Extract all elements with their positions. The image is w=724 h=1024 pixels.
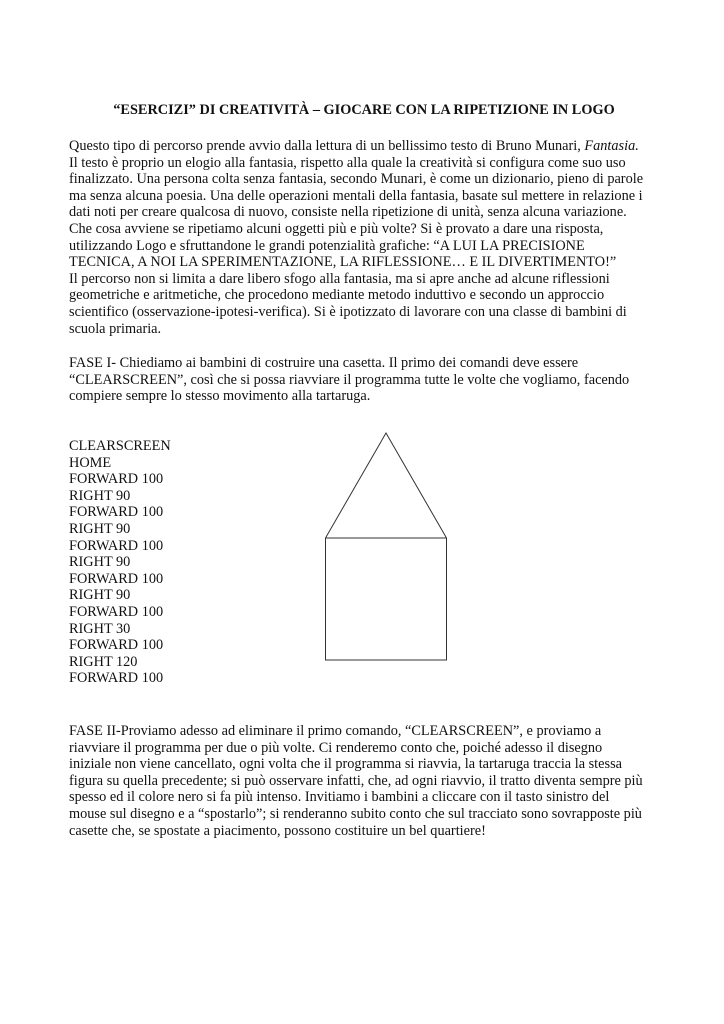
code-line: RIGHT 120 (69, 653, 138, 670)
intro-line: ma senza alcuna poesia. Una delle operazioni mentali della fantasia, basate sul mettere in relazione i (69, 187, 643, 204)
fase1-line: “CLEARSCREEN”, così che si possa riavviare il programma tutte le volte che vogliamo, facendo (69, 371, 630, 388)
code-line: FORWARD 100 (69, 670, 164, 687)
code-line: RIGHT 90 (69, 520, 131, 537)
intro-line: scuola primaria. (69, 320, 162, 337)
book-title-italic: Fantasia. (584, 138, 639, 154)
code-line: RIGHT 30 (69, 620, 131, 637)
intro-line: Il percorso non si limita a dare libero sfogo alla fantasia, ma si apre anche ad alcune riflessioni (69, 270, 610, 287)
code-line: FORWARD 100 (69, 637, 164, 654)
code-line: FORWARD 100 (69, 504, 164, 521)
fase2-line: iniziale non viene cancellato, ogni volta che il programma si riavvia, la tartaruga traccia la stessa (69, 756, 622, 773)
code-line: RIGHT 90 (69, 587, 131, 604)
house-outline (326, 433, 447, 660)
intro-paragraph (69, 138, 659, 337)
code-line: RIGHT 90 (69, 554, 131, 571)
fase2-line: riavviare il programma per due o più volte. Ci renderemo conto che, poiché adesso il disegno (69, 739, 603, 756)
code-line: FORWARD 100 (69, 471, 164, 488)
fase1-paragraph (69, 355, 659, 405)
fase1-line: compiere sempre lo stesso movimento alla tartaruga. (69, 388, 371, 405)
code-line: FORWARD 100 (69, 570, 164, 587)
intro-line: finalizzato. Una persona colta senza fantasia, secondo Munari, è come un dizionario, pieno di parole (69, 171, 644, 188)
intro-line (69, 138, 659, 155)
house-drawing-icon (323, 431, 449, 663)
document-title: “ESERCIZI” DI CREATIVITÀ – GIOCARE CON LA RIPETIZIONE IN LOGO (113, 102, 615, 118)
intro-line: geometriche e aritmetiche, che procedono mediante metodo induttivo e secondo un approccio (69, 287, 605, 304)
code-line: RIGHT 90 (69, 487, 131, 504)
intro-line: TECNICA, A NOI LA SPERIMENTAZIONE, LA RIFLESSIONE… E IL DIVERTIMENTO!” (69, 254, 617, 271)
fase2-line: figura su quella precedente; si può osservare infatti, che, ad ogni riavvio, il tratto diventa sempre più (69, 772, 643, 789)
fase2-line: FASE II-Proviamo adesso ad eliminare il primo comando, “CLEARSCREEN”, e proviamo a (69, 723, 602, 739)
intro-line-text: Questo tipo di percorso prende avvio dalla lettura di un bellissimo testo di Bruno Munari, (69, 138, 585, 154)
fase2-line: spesso ed il colore nero si fa più intenso. Invitiamo i bambini a cliccare con il tasto sinistro del (69, 789, 610, 806)
intro-line: dati noti per creare qualcosa di nuovo, consiste nella ripetizione di unità, senza alcuna variazione. (69, 204, 627, 221)
fase2-paragraph (69, 723, 659, 839)
code-line: CLEARSCREEN (69, 438, 171, 454)
house-square (326, 538, 447, 660)
fase2-line: mouse sul disegno e a “spostarlo”; si renderanno subito conto che sul tracciato sono sovrapposte più (69, 805, 642, 822)
intro-line: scientifico (osservazione-ipotesi-verifica). Si è ipotizzato di lavorare con una classe di bambini di (69, 303, 627, 320)
intro-line: utilizzando Logo e sfruttandone le grandi potenzialità grafiche: “A LUI LA PRECISIONE (69, 237, 585, 254)
code-line: HOME (69, 454, 112, 471)
house-roof (326, 433, 447, 538)
fase2-line: casette che, se spostate a piacimento, possono costituire un bel quartiere! (69, 822, 486, 839)
intro-line: Che cosa avviene se ripetiamo alcuni oggetti più e più volte? Si è provato a dare una risposta, (69, 220, 604, 237)
intro-line: Il testo è proprio un elogio alla fantasia, rispetto alla quale la creatività si configura come suo uso (69, 154, 626, 171)
fase1-line: FASE I- Chiediamo ai bambini di costruire una casetta. Il primo dei comandi deve essere (69, 355, 579, 371)
code-line: FORWARD 100 (69, 537, 164, 554)
code-line: FORWARD 100 (69, 603, 164, 620)
